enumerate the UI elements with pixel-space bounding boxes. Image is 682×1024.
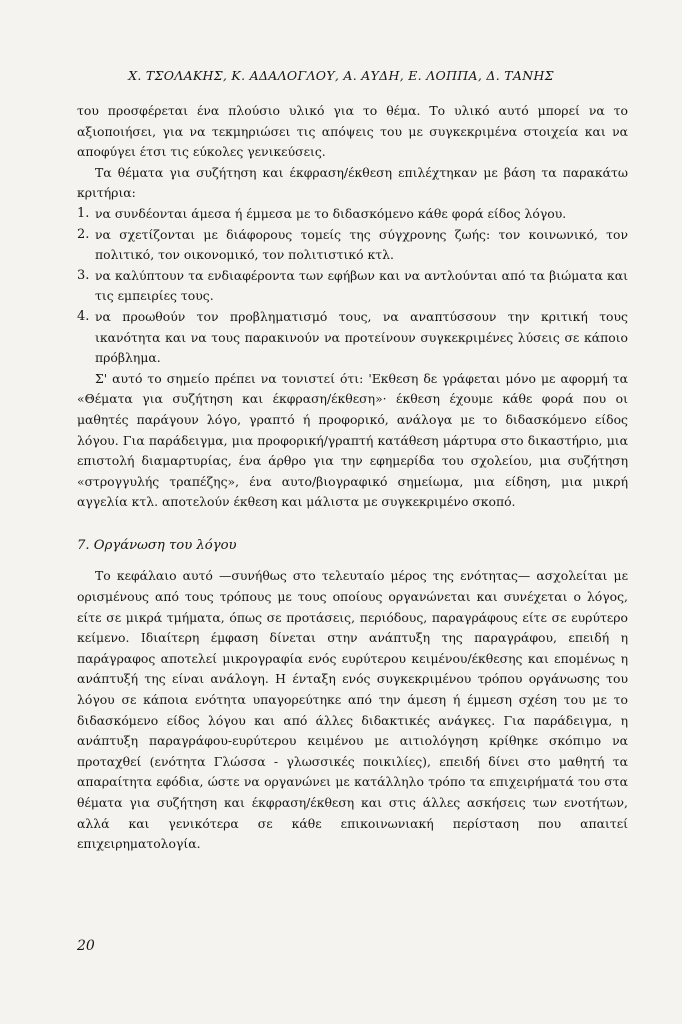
criteria-item	[77, 225, 628, 266]
paragraph-criteria-intro: Τα θέματα για συζήτηση και έκφραση/έκθεση επιλέχτηκαν με βάση τα παρακάτω κριτήρια:	[77, 164, 628, 201]
page-number: 20	[77, 938, 95, 954]
criteria-item	[77, 307, 628, 369]
criteria-text: να καλύπτουν τα ενδιαφέροντα των εφήβων και να αντλούνται από τα βιώματα και τις εμπειρίες τους.	[95, 267, 628, 304]
criteria-number: 3.	[77, 267, 90, 283]
criteria-text: να σχετίζονται με διάφορους τομείς της σύγχρονης ζωής: τον κοινωνικό, τον πολιτικό, τον οικονομικό, τον πολιτιστικό κτλ.	[95, 226, 628, 263]
running-header: Χ. ΤΣΟΛΑΚΗΣ, Κ. ΑΔΑΛΟΓΛΟΥ, Α. ΑΥΔΗ, Ε. ΛΟΠΠΑ, Δ. ΤΑΝΗΣ	[128, 68, 554, 83]
criteria-number: 4.	[77, 308, 90, 324]
paragraph-continuation: του προσφέρεται ένα πλούσιο υλικό για το θέμα. Το υλικό αυτό μπορεί να το αξιοποιήσει, για να τεκμηριώσει τις απόψεις του με συγκεκριμένα στοιχεία και να αποφύγει έτσι τις εύκολες γενικεύσεις.	[77, 103, 628, 160]
criteria-number: 2.	[77, 226, 90, 242]
paragraph-organization: Το κεφάλαιο αυτό —συνήθως στο τελευταίο μέρος της ενότητας— ασχολείται με ορισμένους από τους τρόπους με τους οποίους οργανώνεται και συνέχεται ο λόγος, είτε σε μικρά τμήματα, όπως σε προτάσεις, περιόδους, παραγράφους είτε σε ευρύτερο κείμενο. Ιδιαίτερη έμφαση δίνεται στην ανάπτυξη της παραγράφου, επειδή η παράγραφος αποτελεί μικρογραφία ενός ευρύτερου κειμένου/έκθεσης και επομένως η ανάπτυξή της είναι ανάλογη. Η ένταξη ενός συγκεκριμένου τρόπου οργάνωσης του λόγου σε κάποια ενότητα υπαγορεύτηκε από την άμεση ή έμμεση σχέση του με το διδασκόμενο είδος λόγου και από άλλες διδακτικές ανάγκες. Για παράδειγμα, η ανάπτυξη παραγράφου-ευρύτερου κειμένου με αιτιολόγηση κρίθηκε σκόπιμο να προταχθεί (ενότητα Γλώσσα - γλωσσικές ποικιλίες), επειδή δίνει στο μαθητή τα απαραίτητα εφόδια, ώστε να οργανώνει με κατάλληλο τρόπο τα επιχειρήματά του στα θέματα για συζήτηση και έκφραση/έκθεση και στις άλλες ασκήσεις των ενοτήτων, αλλά και γενικότερα σε κάθε επικοινωνιακή περίσταση που απαιτεί επιχειρηματολογία.	[77, 568, 628, 852]
section-heading: 7. Οργάνωση του λόγου	[77, 537, 237, 553]
page-content	[77, 101, 628, 855]
criteria-item	[77, 266, 628, 307]
criteria-number: 1.	[77, 205, 90, 221]
paragraph-emphasis: Σ' αυτό το σημείο πρέπει να τονιστεί ότι: 'Εκθεση δε γράφεται μόνο με αφορμή τα «Θέματα για συζήτηση και έκφραση/έκθεση»· έκθεση έχουμε κάθε φορά που οι μαθητές παράγουν λόγο, γραπτό ή προφορικό, ανάλογα με το διδασκόμενο είδος λόγου. Για παράδειγμα, μια προφορική/γραπτή κατάθεση μάρτυρα στο δικαστήριο, μια επιστολή διαμαρτυρίας, ένα άρθρο για την εφημερίδα του σχολείου, μια συζήτηση «στρογγυλής τραπέζης», ένα αυτο/βιογραφικό σημείωμα, μια είδηση, μια μικρή αγγελία κτλ. αποτελούν έκθεση και μάλιστα με συγκεκριμένο σκοπό.	[77, 370, 628, 510]
criteria-text: να προωθούν τον προβληματισμό τους, να αναπτύσσουν την κριτική τους ικανότητα και να τους παρακινούν να προτείνουν συγκεκριμένες λύσεις σε κάποιο πρόβλημα.	[95, 308, 628, 366]
criteria-text: να συνδέονται άμεσα ή έμμεσα με το διδασκόμενο κάθε φορά είδος λόγου.	[95, 205, 567, 221]
criteria-item	[77, 204, 628, 225]
criteria-list	[77, 204, 628, 369]
